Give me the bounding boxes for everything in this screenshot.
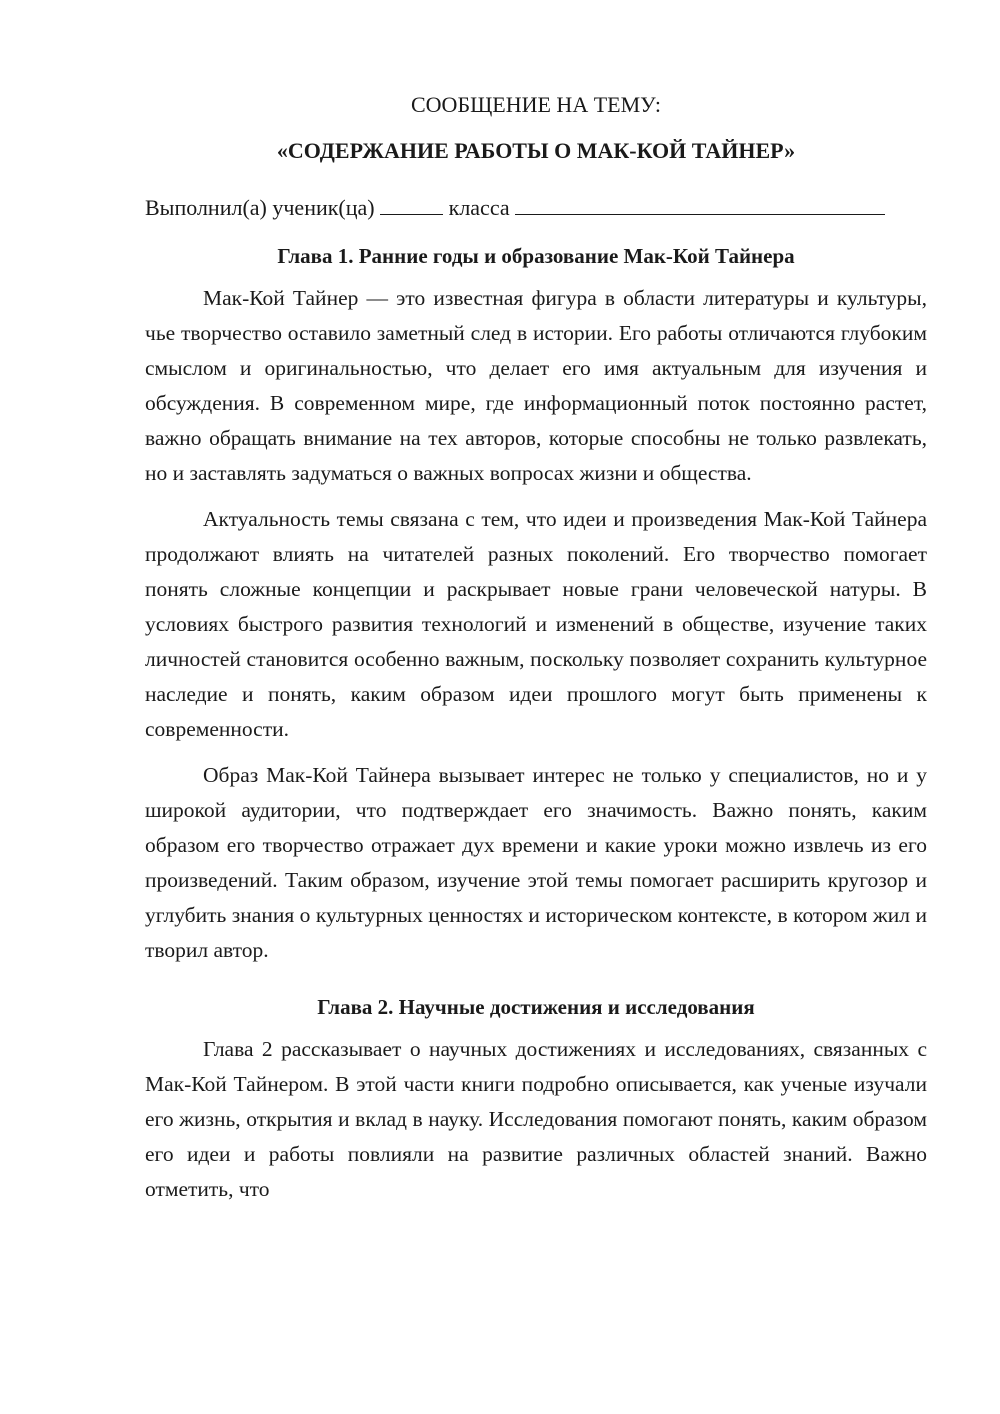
chapter-1-paragraph: Образ Мак-Кой Тайнера вызывает интерес не только у специалистов, но и у широкой аудитории, что подтверждает его значимость. Важно понять, каким образом его творчество отражает дух времени и какие уроки можно извлечь из его произведений. Таким образом, изучение этой темы помогает расширить кругозор и углубить знания о культурных ценностях и историческом контексте, в котором жил и творил автор. [145, 763, 927, 962]
document-title-line-2: «СОДЕРЖАНИЕ РАБОТЫ О МАК-КОЙ ТАЙНЕР» [276, 138, 796, 163]
class-blank [515, 194, 885, 215]
chapter-1-paragraph: Актуальность темы связана с тем, что идеи и произведения Мак-Кой Тайнера продолжают влиять на читателей разных поколений. Его творчество помогает понять сложные концепции и раскрывает новые грани человеческой натуры. В условиях быстрого развития технологий и изменений в обществе, изучение таких личностей становится особенно важным, поскольку позволяет сохранить культурное наследие и понять, каким образом идеи прошлого могут быть применены к современности. [145, 507, 927, 741]
document-body [145, 92, 927, 1207]
document-title-line-1: СООБЩЕНИЕ НА ТЕМУ: [411, 92, 661, 117]
author-line [145, 194, 927, 221]
chapter-1-paragraph: Мак-Кой Тайнер — это известная фигура в области литературы и культуры, чье творчество оставило заметный след в истории. Его работы отличаются глубоким смыслом и оригинальностью, что делает его имя актуальным для изучения и обсуждения. В современном мире, где информационный поток постоянно растет, важно обращать внимание на тех авторов, которые способны не только развлекать, но и заставлять задуматься о важных вопросах жизни и общества. [145, 286, 927, 485]
chapter-2-paragraph: Глава 2 рассказывает о научных достижениях и исследованиях, связанных с Мак-Кой Тайнером. В этой части книги подробно описывается, как ученые изучали его жизнь, открытия и вклад в науку. Исследования помогают понять, каким образом его идеи и работы повлияли на развитие различных областей знаний. Важно отметить, что [145, 1037, 927, 1201]
chapter-1-heading: Глава 1. Ранние годы и образование Мак-Кой Тайнера [277, 244, 795, 268]
author-prefix: Выполнил(а) ученик(ца) [145, 195, 381, 220]
chapter-2-heading: Глава 2. Научные достижения и исследования [317, 995, 755, 1019]
grade-blank [380, 194, 443, 215]
author-middle: класса [443, 195, 516, 220]
